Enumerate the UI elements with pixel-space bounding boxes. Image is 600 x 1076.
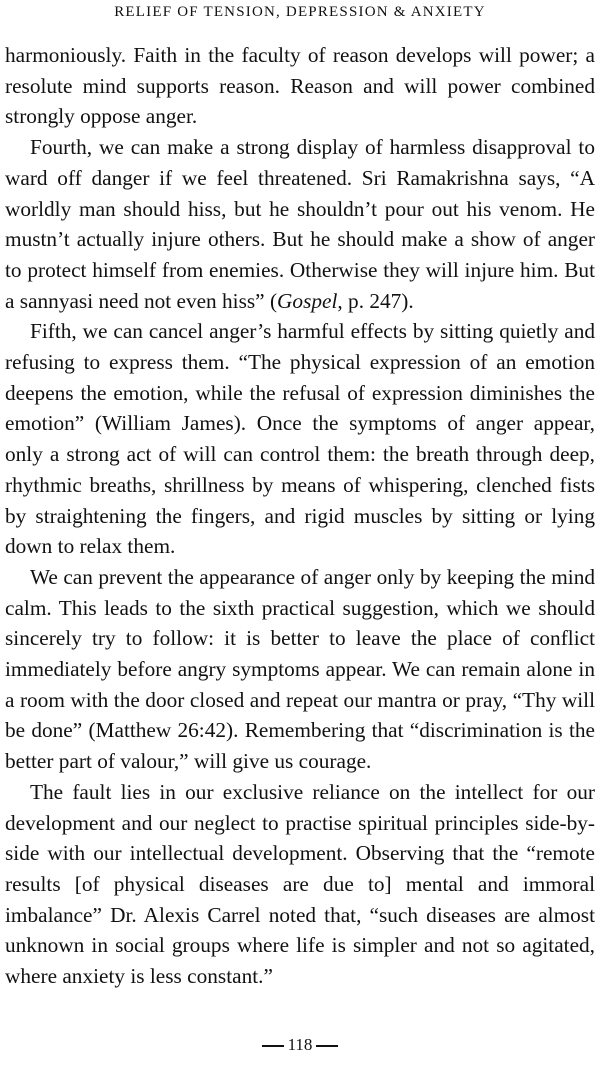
paragraph-5: The fault lies in our exclusive reliance on the intellect for our development and our neglect to practise spiritual principles side-by-side with our intellectual development. Observing that the “remote results [of physical diseases are due to] mental and immoral imbalance” Dr. Alexis Carrel noted that, “such diseases are almost unknown in social groups where life is simpler and not so agitated, where anxiety is less constant.”	[5, 779, 595, 989]
paragraph-1: harmoniously. Faith in the faculty of reason develops will power; a resolute mind supports reason. Reason and will power combined strongly oppose anger.	[5, 43, 595, 129]
paragraph-2-text: Fourth, we can make a strong display of harmless disapproval to ward off danger if we feel threatened. Sri Ramakrishna says, “A worldly man should hiss, but he shouldn’t pour out his venom. He mustn’t actually injure others. But he should make a show of anger to protect himself from enemies. Otherwise they will injure him. But a sannyasi need not even hiss” (	[5, 135, 595, 313]
page-number: 118	[287, 1035, 313, 1054]
page-footer	[0, 1034, 600, 1056]
paragraph-2	[5, 132, 595, 316]
paragraph-2-citation: , p. 247).	[337, 288, 414, 313]
body-text	[5, 40, 595, 992]
left-ornament	[262, 1045, 284, 1047]
paragraph-4: We can prevent the appearance of anger only by keeping the mind calm. This leads to the sixth practical suggestion, which we should sincerely try to follow: it is better to leave the place of conflict immediately before angry symptoms appear. We can remain alone in a room with the door closed and repeat our mantra or pray, “Thy will be done” (Matthew 26:42). Remembering that “discrimination is the better part of valour,” will give us courage.	[5, 564, 595, 774]
paragraph-3: Fifth, we can cancel anger’s harmful effects by sitting quietly and refusing to express them. “The physical expression of an emotion deepens the emotion, while the refusal of expression diminishes the emotion” (William James). Once the symptoms of anger appear, only a strong act of will can control them: the breath through deep, rhythmic breaths, shrillness by means of whispering, clenched fists by straightening the fingers, and rigid muscles by sitting or lying down to relax them.	[5, 319, 595, 559]
running-header: RELIEF OF TENSION, DEPRESSION & ANXIETY	[114, 4, 486, 20]
book-title-gospel: Gospel	[277, 288, 338, 313]
right-ornament	[316, 1045, 338, 1047]
